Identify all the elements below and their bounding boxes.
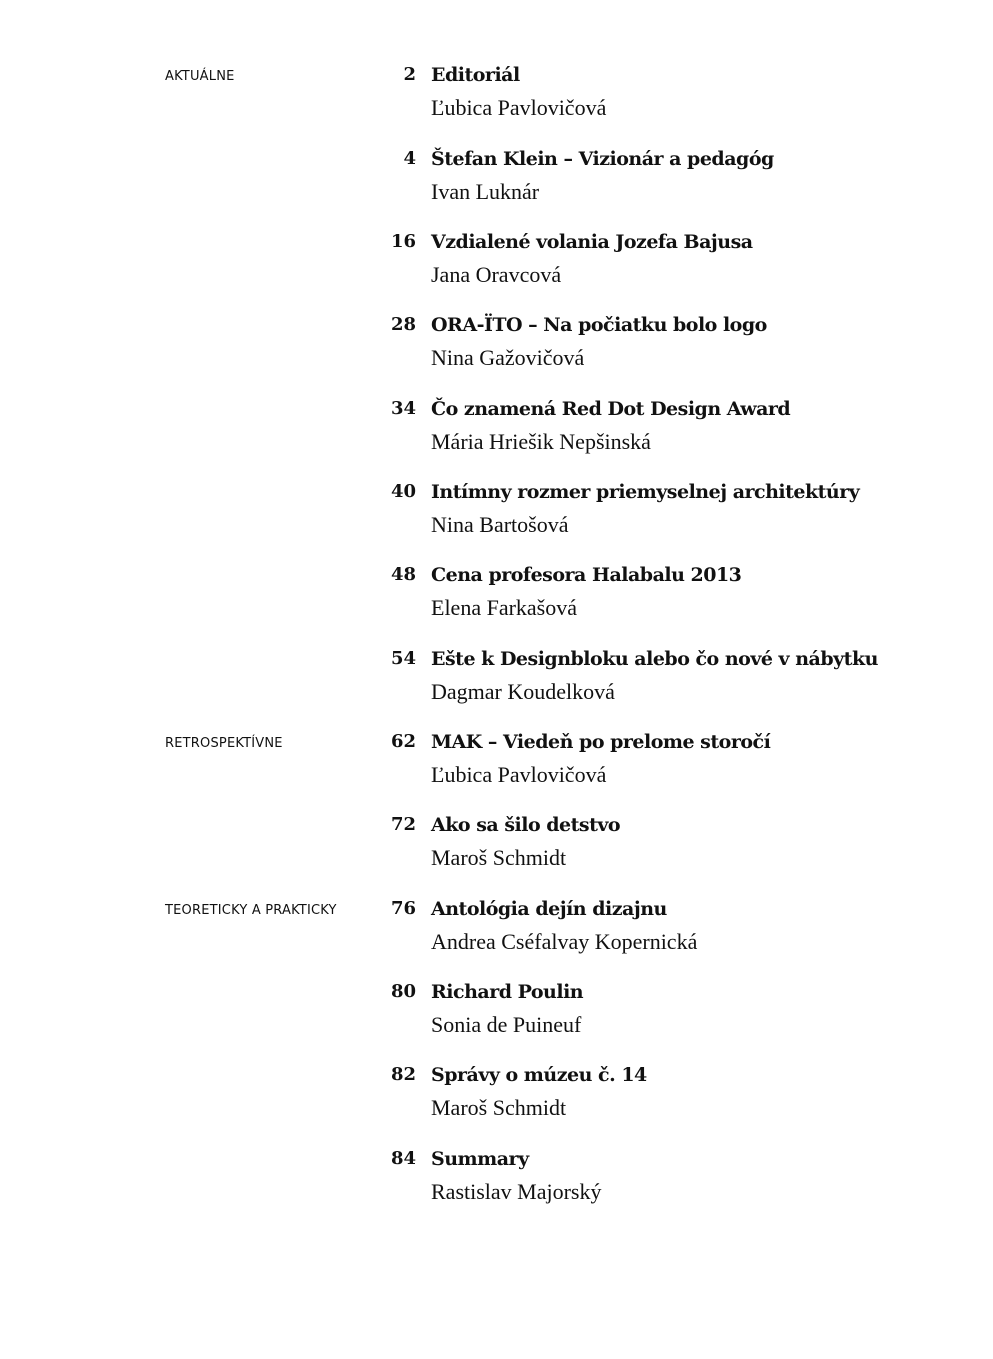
article-title: Antológia dejín dizajnu: [431, 898, 667, 920]
page-number: 48: [390, 564, 416, 585]
article-author: Ľubica Pavlovičová: [431, 95, 607, 120]
toc-entry[interactable]: [380, 147, 940, 217]
article-author: Nina Bartošová: [431, 512, 569, 537]
article-author: Elena Farkašová: [431, 595, 577, 620]
article-title: Správy o múzeu č. 14: [431, 1064, 647, 1086]
page-number: 54: [390, 648, 416, 669]
page-number: 28: [390, 314, 416, 335]
toc-entry[interactable]: [380, 230, 940, 300]
page-number: 16: [390, 231, 416, 252]
toc-entry[interactable]: [380, 1147, 940, 1217]
article-title: ORA-ÏTO – Na počiatku bolo logo: [431, 314, 767, 336]
toc-entry[interactable]: [380, 397, 940, 467]
article-title: Summary: [431, 1148, 529, 1170]
article-title: Editoriál: [431, 64, 520, 86]
toc-entry[interactable]: [380, 313, 940, 383]
page-number: 40: [390, 481, 416, 502]
toc-entry[interactable]: [380, 63, 940, 133]
article-title: Vzdialené volania Jozefa Bajusa: [431, 231, 753, 253]
article-author: Maroš Schmidt: [431, 845, 567, 870]
toc-entry[interactable]: [380, 563, 940, 633]
article-title: Štefan Klein – Vizionár a pedagóg: [431, 148, 774, 170]
section-label-aktualne: AKTUÁLNE: [165, 69, 235, 84]
article-author: Nina Gažovičová: [431, 345, 585, 370]
article-author: Ľubica Pavlovičová: [431, 762, 607, 787]
page-number: 76: [390, 898, 416, 919]
section-label-retrospektivne: RETROSPEKTÍVNE: [165, 736, 283, 751]
page-number: 34: [390, 398, 416, 419]
section-label-teoreticky-a-prakticky: TEORETICKY A PRAKTICKY: [165, 903, 337, 918]
article-title: Cena profesora Halabalu 2013: [431, 564, 742, 586]
page-number: 62: [390, 731, 416, 752]
toc-entry[interactable]: [380, 980, 940, 1050]
article-author: Andrea Cséfalvay Kopernická: [431, 929, 698, 954]
article-author: Dagmar Koudelková: [431, 679, 615, 704]
article-author: Jana Oravcová: [431, 262, 562, 287]
page-number: 84: [390, 1148, 416, 1169]
toc-entry[interactable]: [380, 813, 940, 883]
article-title: Čo znamená Red Dot Design Award: [431, 398, 791, 420]
article-author: Mária Hriešik Nepšinská: [431, 429, 651, 454]
page-number: 72: [390, 814, 416, 835]
article-title: Ako sa šilo detstvo: [431, 814, 621, 836]
article-author: Ivan Luknár: [431, 179, 540, 204]
page-number: 80: [390, 981, 416, 1002]
page-number: 2: [403, 64, 416, 85]
page-number: 82: [390, 1064, 416, 1085]
toc-entry[interactable]: [380, 897, 940, 967]
article-title: Richard Poulin: [431, 981, 584, 1003]
article-title: Ešte k Designbloku alebo čo nové v nábytku: [431, 648, 878, 670]
article-author: Sonia de Puineuf: [431, 1012, 582, 1037]
toc-entry[interactable]: [380, 730, 940, 800]
toc-entry[interactable]: [380, 480, 940, 550]
article-title: MAK – Viedeň po prelome storočí: [431, 731, 771, 753]
article-author: Maroš Schmidt: [431, 1095, 567, 1120]
toc-entry[interactable]: [380, 647, 940, 717]
toc-entry[interactable]: [380, 1063, 940, 1133]
page-number: 4: [403, 148, 416, 169]
article-author: Rastislav Majorský: [431, 1179, 602, 1204]
article-title: Intímny rozmer priemyselnej architektúry: [431, 481, 860, 503]
